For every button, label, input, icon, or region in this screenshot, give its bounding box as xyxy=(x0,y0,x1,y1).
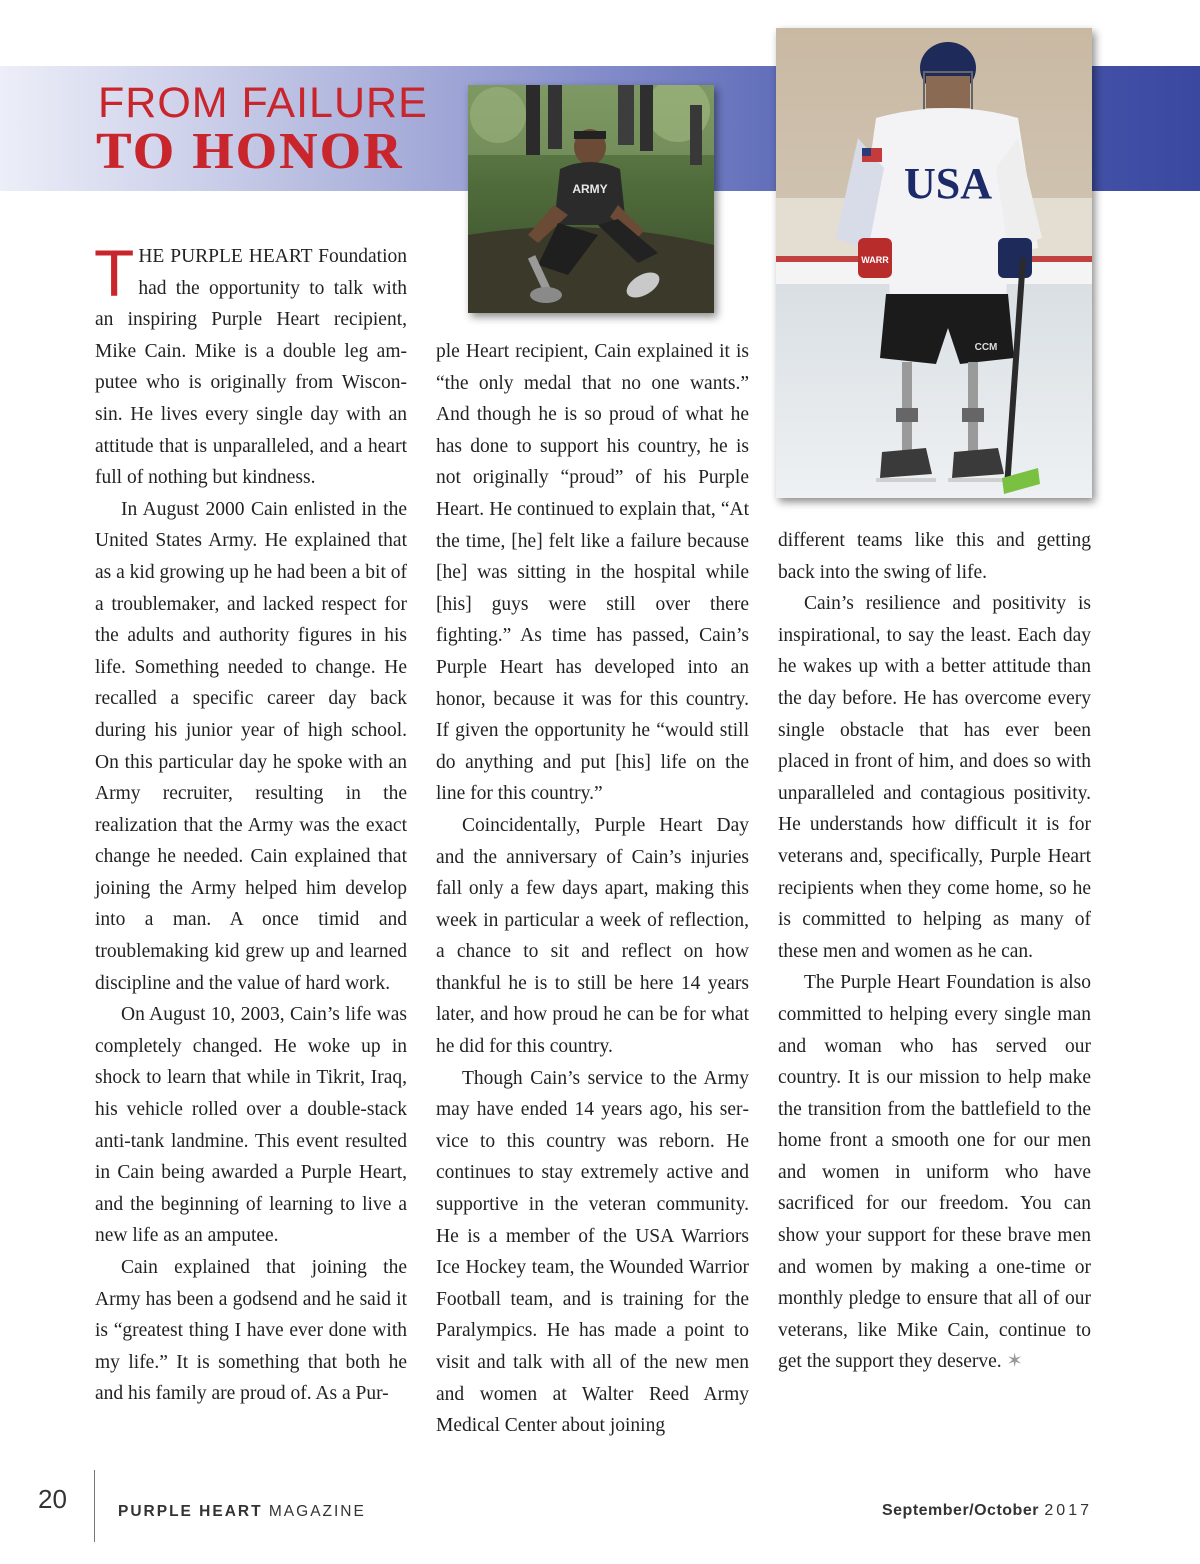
article-title-line1: FROM FAILURE xyxy=(98,79,428,127)
photo2-shorts-text: CCM xyxy=(974,342,998,353)
page-number: 20 xyxy=(38,1484,67,1514)
photo-hockey-player-graphic xyxy=(776,28,1092,498)
photo2-glove-text: WARR xyxy=(861,255,889,265)
col3-paragraph-3 xyxy=(778,967,1091,1378)
photo1-shirt-text: ARMY xyxy=(572,182,608,196)
magazine-name xyxy=(118,1503,366,1521)
col2-paragraph-2: Coincidentally, Purple Heart Day and the anniversary of Cain’s injuries fall only a few days apart, making this week in particular a week of reflection, a chance to sit and reflect on how thankful he is to still be here 14 years later, and how proud he can be for what he did for this country. xyxy=(436,814,749,1058)
article-column-3 xyxy=(778,525,1091,1378)
issue-months: September/October xyxy=(881,1502,1039,1519)
col1-paragraph-3: On August 10, 2003, Cain’s life was completely changed. He woke up in shock to learn that while in Tikrit, Iraq, his vehicle rolled over a double-stack anti-tank landmine. This event resulted in Cain being awarded a Purple Heart, and the beginning of learning to live a new life as an amputee. xyxy=(95,1004,407,1247)
col3-paragraph-3-text: The Purple Heart Foundation is also committed to helping every single man and woman who has served our country. It is our mission to help make the transition from the battlefield to the home front a smooth one for our men and women in uniform who have sacrificed for our freedom. You can show your support for these brave men and women by making a one-time or monthly pledge to ensure that all of our veterans, like Mike Cain, continue to get the support they deserve. xyxy=(778,972,1091,1373)
photo-hockey-player xyxy=(776,28,1092,498)
drop-cap: T xyxy=(94,236,135,310)
col2-paragraph-1: ple Heart recipient, Cain explained it is “the only medal that no one wants.” And though he is so proud of what he has done to support his country, he is not originally “proud” of his Purple Heart. He continued to explain that, “At the time, [he] felt like a failure because [he] was sitting in the hospital while [his] guys were still over there fighting.” As time has passed, Cain’s Purple Heart has developed into an honor, because it was for this country. If given the opportunity he “would still do anything and put [his] life on the line for this country.” xyxy=(436,341,749,805)
photo-soldier-seated-graphic xyxy=(468,85,714,313)
col2-paragraph-3: Though Cain’s service to the Army may have ended 14 years ago, his service to this country was reborn. He continues to stay extremely active and supportive in the veteran community. He is a member of the USA Warriors Ice Hockey team, the Wounded Warrior Football team, and is training for the Paralympics. He has made a point to visit and talk with all of the new men and women at Walter Reed Army Medical Center about joining xyxy=(436,1067,749,1437)
issue-year: 2017 xyxy=(1044,1502,1092,1519)
col1-paragraph-2: In August 2000 Cain enlisted in the United States Army. He explained that as a kid growing up he had been a bit of a troublemaker, and lacked respect for the adults and authority figures in his life. Something needed to change. He recalled a specific career day back during his junior year of high school. On this particular day he spoke with an Army recruiter, resulting in the realization that the Army was the exact change he needed. Cain explained that joining the Army helped him develop into a man. A once timid and troublemaking kid grew up and learned discipline and the value of hard work. xyxy=(95,498,407,994)
photo-soldier-seated xyxy=(468,85,714,313)
magazine-name-bold: PURPLE HEART xyxy=(118,1503,263,1520)
col1-paragraph-1 xyxy=(94,236,407,494)
col1-paragraph-1-text: HE PURPLE HEART Foundation had the opportunity to talk with an inspiring Purple Heart recipient, Mike Cain. Mike is a double leg amputee who is originally from Wisconsin. He lives every single day with an attitude that is unparalleled, and a heart full of nothing but kindness. xyxy=(95,246,407,489)
footer-divider xyxy=(94,1470,95,1542)
article-column-1 xyxy=(94,236,407,1410)
col3-paragraph-1: different teams like this and getting back into the swing of life. xyxy=(778,530,1091,583)
photo2-jersey-text: USA xyxy=(903,159,993,208)
magazine-name-rest: MAGAZINE xyxy=(268,1503,366,1520)
col1-paragraph-4: Cain explained that joining the Army has been a godsend and he said it is “greatest thing I have ever done with my life.” It is something that both he and his family are proud of. As a Pur- xyxy=(95,1257,407,1405)
article-title-line2: TO HONOR xyxy=(96,123,404,180)
end-mark-icon: ✶ xyxy=(1006,1351,1023,1373)
issue-date xyxy=(882,1502,1092,1520)
col3-paragraph-2: Cain’s resilience and positivity is inspirational, to say the least. Each day he wakes up with a better attitude than the day before. He has overcome every single obstacle that has ever been placed in front of him, and does so with unparalleled and contagious positivity. He understands how difficult it is for veterans and, specifically, Purple Heart recipients when they come home, so he is committed to helping as many of these men and women as he can. xyxy=(778,593,1091,962)
article-column-2 xyxy=(436,336,749,1442)
